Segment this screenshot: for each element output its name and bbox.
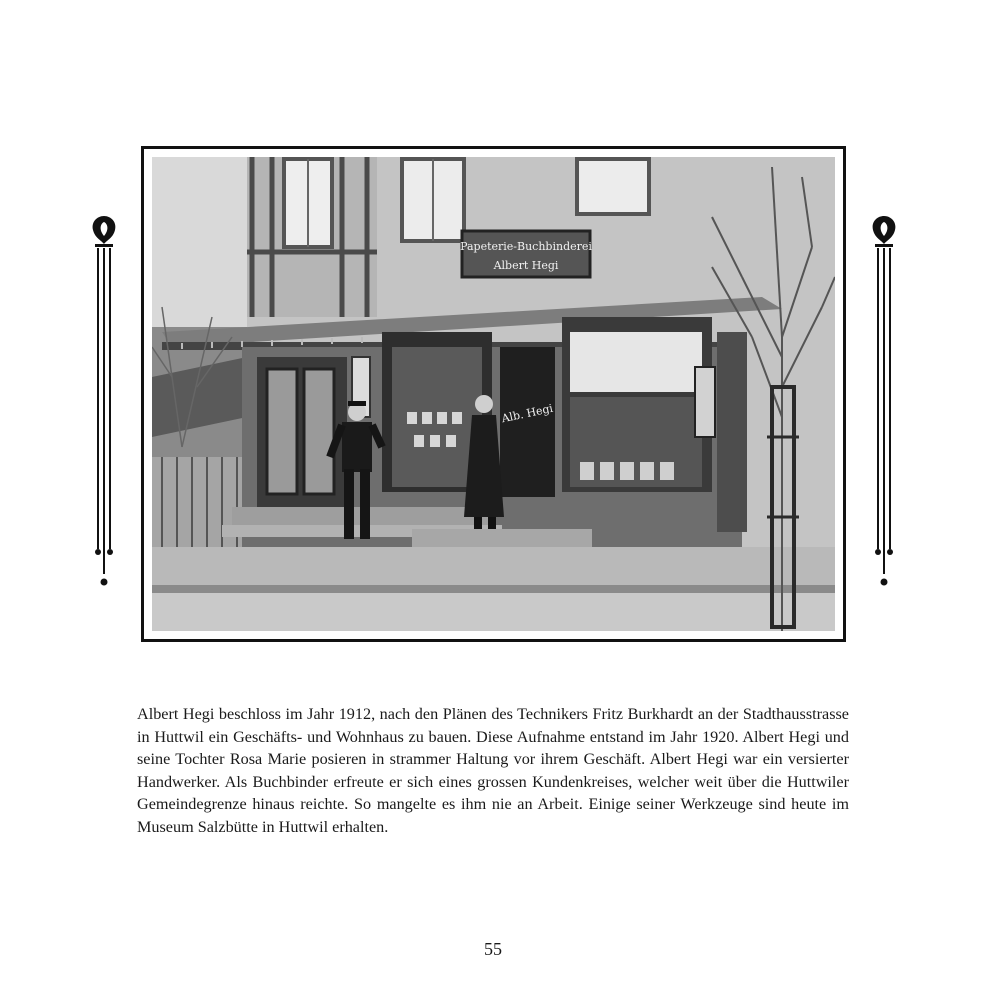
art-nouveau-ornament-right-icon	[869, 214, 899, 590]
photo-caption	[137, 703, 849, 839]
historic-shop-photo	[152, 157, 835, 631]
photo-frame	[141, 146, 846, 642]
shop-sign-line1: Papeterie-Buchbinderei	[460, 240, 592, 253]
shop-sign-line2: Albert Hegi	[493, 259, 559, 272]
door-lettering: Alb. Hegi	[500, 401, 555, 426]
art-nouveau-ornament-left-icon	[89, 214, 119, 590]
caption-text: Albert Hegi beschloss im Jahr 1912, nach den Plänen des Technikers Fritz Burkhardt an der Stadthausstrasse in Huttwil ein Geschäfts- und Wohnhaus zu bauen. Diese Aufnahme entstand im Jahr 1920. Albert Hegi und seine Tochter Rosa Marie posieren in strammer Haltung vor ihrem Geschäft. Albert Hegi war ein versierter Handwerker. Als Buchbinder erfreute er sich eines grossen Kundenkreises, welcher weit über die Huttwiler Gemeindegrenze hinaus reichte. So mangelte es ihm nie an Arbeit. Einige seiner Werkzeuge sind heute im Museum Salzbütte in Huttwil erhalten.	[137, 705, 849, 836]
page-number: 55	[484, 939, 502, 959]
